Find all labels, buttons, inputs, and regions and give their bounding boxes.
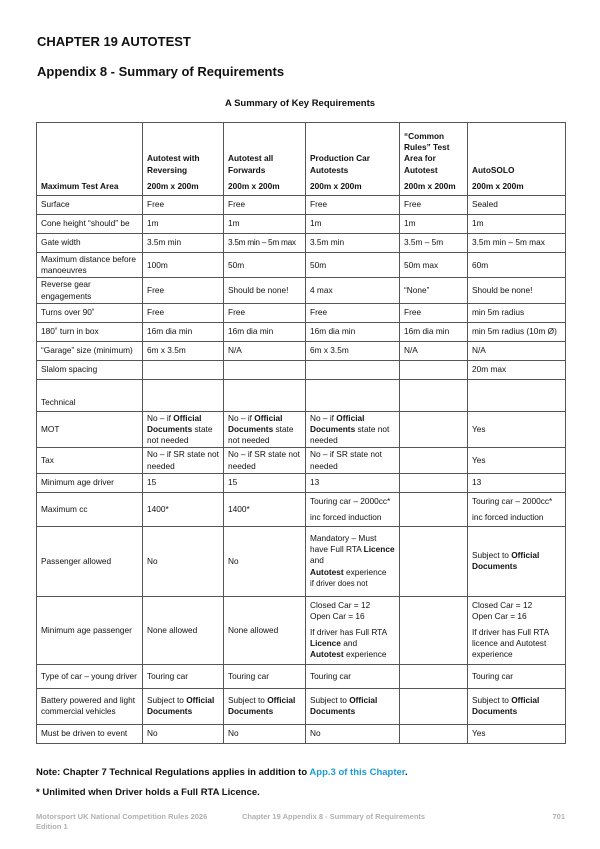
table-row: [37, 448, 566, 473]
cell: Subject to Official Documents: [468, 526, 566, 596]
table-title: A Summary of Key Requirements: [224, 98, 376, 109]
table-row: [37, 724, 566, 743]
cell: 3.5m min: [143, 234, 224, 253]
cell: Free: [400, 196, 468, 215]
chapter-heading: CHAPTER 19 AUTOTEST: [37, 34, 191, 49]
cell: 16m dia min: [400, 322, 468, 341]
cell: N/A: [468, 341, 566, 360]
cell: 4 max: [306, 278, 400, 303]
table-row: [37, 596, 566, 664]
row-label: MOT: [37, 411, 143, 448]
table-row: [37, 360, 566, 379]
row-label: Maximum distance before manoeuvres: [37, 253, 143, 278]
cell: 6m x 3.5m: [306, 341, 400, 360]
cell: Closed Car = 12 Open Car = 16 If driver has Full RTA licence and Autotest experience: [468, 596, 566, 664]
table-row: [37, 253, 566, 278]
header-autotest-reversing: Autotest with Reversing 200m x 200m: [143, 123, 224, 196]
cell: 1m: [224, 215, 306, 234]
cell: 15: [224, 473, 306, 492]
header-autosolo: AutoSOLO 200m x 200m: [468, 123, 566, 196]
row-label: Passenger allowed: [37, 526, 143, 596]
cell: [400, 526, 468, 596]
cell: N/A: [224, 341, 306, 360]
cell: No: [224, 724, 306, 743]
section-technical-heading: Technical: [37, 379, 143, 411]
cell: 1400*: [224, 492, 306, 526]
cell: 1m: [468, 215, 566, 234]
cell: 50m max: [400, 253, 468, 278]
header-autotest-forwards: Autotest all Forwards 200m x 200m: [224, 123, 306, 196]
cell: No – if Official Documents state not needed: [143, 411, 224, 448]
cell: min 5m radius (10m Ø): [468, 322, 566, 341]
table-row: [37, 411, 566, 448]
cell: 13: [468, 473, 566, 492]
header-common-rules: “Common Rules” Test Area for Autotest 200m x 200m: [400, 123, 468, 196]
row-label: Maximum cc: [37, 492, 143, 526]
footer-section-title: Chapter 19 Appendix 8 - Summary of Requirements: [242, 812, 426, 821]
row-label: “Garage” size (minimum): [37, 341, 143, 360]
table-row: [37, 492, 566, 526]
cell: 1m: [400, 215, 468, 234]
section-row: [37, 379, 566, 411]
row-label: Minimum age passenger: [37, 596, 143, 664]
cell: Subject to Official Documents: [306, 688, 400, 724]
cell: 100m: [143, 253, 224, 278]
row-label: Type of car – young driver: [37, 664, 143, 688]
row-label: Reverse gear engagements: [37, 278, 143, 303]
cell: Free: [306, 303, 400, 322]
row-label: Turns over 90˚: [37, 303, 143, 322]
cell: Touring car: [306, 664, 400, 688]
cell: Touring car – 2000cc* inc forced induction: [306, 492, 400, 526]
cell: [400, 473, 468, 492]
cell: [143, 360, 224, 379]
cell: Free: [224, 303, 306, 322]
cell: 16m dia min: [306, 322, 400, 341]
row-label: Surface: [37, 196, 143, 215]
cell: [224, 379, 306, 411]
cell: Sealed: [468, 196, 566, 215]
header-label: Maximum Test Area: [37, 123, 143, 196]
table-row: [37, 303, 566, 322]
table-row: [37, 341, 566, 360]
table-row: [37, 664, 566, 688]
cell: “None”: [400, 278, 468, 303]
cell: 6m x 3.5m: [143, 341, 224, 360]
table-row: [37, 215, 566, 234]
page-number: 701: [552, 812, 565, 821]
row-label: Minimum age driver: [37, 473, 143, 492]
cell: 1m: [306, 215, 400, 234]
cell: [400, 360, 468, 379]
cell: Touring car: [143, 664, 224, 688]
cell: Touring car: [224, 664, 306, 688]
appendix-link[interactable]: App.3 of this Chapter: [309, 767, 405, 778]
cell: 3.5m – 5m: [400, 234, 468, 253]
cell: [400, 492, 468, 526]
row-label: Slalom spacing: [37, 360, 143, 379]
cell: 3.5m min – 5m max: [468, 234, 566, 253]
cell: [306, 360, 400, 379]
cell: Yes: [468, 448, 566, 473]
table-row: [37, 196, 566, 215]
cell: Subject to Official Documents: [224, 688, 306, 724]
cell: Mandatory – Must have Full RTA Licence and Autotest experience if driver does not: [306, 526, 400, 596]
row-label: Battery powered and light commercial vehicles: [37, 688, 143, 724]
cell: [143, 379, 224, 411]
cell: [224, 360, 306, 379]
table-row: [37, 526, 566, 596]
cell: 16m dia min: [224, 322, 306, 341]
cell: [400, 596, 468, 664]
cell: No: [143, 724, 224, 743]
cell: 16m dia min: [143, 322, 224, 341]
cell: No – if Official Documents state not needed: [224, 411, 306, 448]
row-label: Cone height “should” be: [37, 215, 143, 234]
cell: 60m: [468, 253, 566, 278]
row-label: Must be driven to event: [37, 724, 143, 743]
cell: min 5m radius: [468, 303, 566, 322]
cell: No – if Official Documents state not needed: [306, 411, 400, 448]
cell: None allowed: [143, 596, 224, 664]
cell: Should be none!: [224, 278, 306, 303]
table-row: [37, 688, 566, 724]
cell: [400, 379, 468, 411]
header-production-car: Production Car Autotests 200m x 200m: [306, 123, 400, 196]
cell: No – if SR state not needed: [224, 448, 306, 473]
cell: Subject to Official Documents: [468, 688, 566, 724]
cell: 1400*: [143, 492, 224, 526]
cell: [400, 448, 468, 473]
appendix-heading: Appendix 8 - Summary of Requirements: [37, 64, 285, 79]
cell: Touring car – 2000cc* inc forced induction: [468, 492, 566, 526]
cell: 50m: [306, 253, 400, 278]
table-row: [37, 278, 566, 303]
cell: [400, 688, 468, 724]
cell: Free: [306, 196, 400, 215]
cell: Should be none!: [468, 278, 566, 303]
cell: 3.5m min – 5m max: [224, 234, 306, 253]
cell: [400, 411, 468, 448]
cell: N/A: [400, 341, 468, 360]
cell: No – if SR state not needed: [306, 448, 400, 473]
cell: [306, 379, 400, 411]
cell: Subject to Official Documents: [143, 688, 224, 724]
footnote-unlimited: * Unlimited when Driver holds a Full RTA Licence.: [36, 787, 260, 798]
cell: Closed Car = 12 Open Car = 16 If driver has Full RTA Licence and Autotest experience: [306, 596, 400, 664]
cell: [400, 664, 468, 688]
cell: 20m max: [468, 360, 566, 379]
cell: Free: [143, 196, 224, 215]
cell: Free: [400, 303, 468, 322]
footer-publication: Motorsport UK National Competition Rules 2026 Edition 1: [36, 812, 208, 831]
cell: No: [306, 724, 400, 743]
header-row: [37, 123, 566, 196]
cell: [468, 379, 566, 411]
cell: No: [143, 526, 224, 596]
table-row: [37, 234, 566, 253]
cell: Free: [143, 278, 224, 303]
technical-regulations-note: Note: Chapter 7 Technical Regulations applies in addition to App.3 of this Chapter.: [36, 767, 408, 778]
cell: [400, 724, 468, 743]
cell: 3.5m min: [306, 234, 400, 253]
cell: 1m: [143, 215, 224, 234]
cell: Free: [224, 196, 306, 215]
cell: 15: [143, 473, 224, 492]
row-label: Tax: [37, 448, 143, 473]
cell: 13: [306, 473, 400, 492]
cell: 50m: [224, 253, 306, 278]
cell: No: [224, 526, 306, 596]
cell: None allowed: [224, 596, 306, 664]
cell: Yes: [468, 724, 566, 743]
requirements-table: [36, 122, 566, 744]
cell: Yes: [468, 411, 566, 448]
cell: Free: [143, 303, 224, 322]
table-row: [37, 473, 566, 492]
cell: No – if SR state not needed: [143, 448, 224, 473]
row-label: Gate width: [37, 234, 143, 253]
row-label: 180˚ turn in box: [37, 322, 143, 341]
table-row: [37, 322, 566, 341]
cell: Touring car: [468, 664, 566, 688]
